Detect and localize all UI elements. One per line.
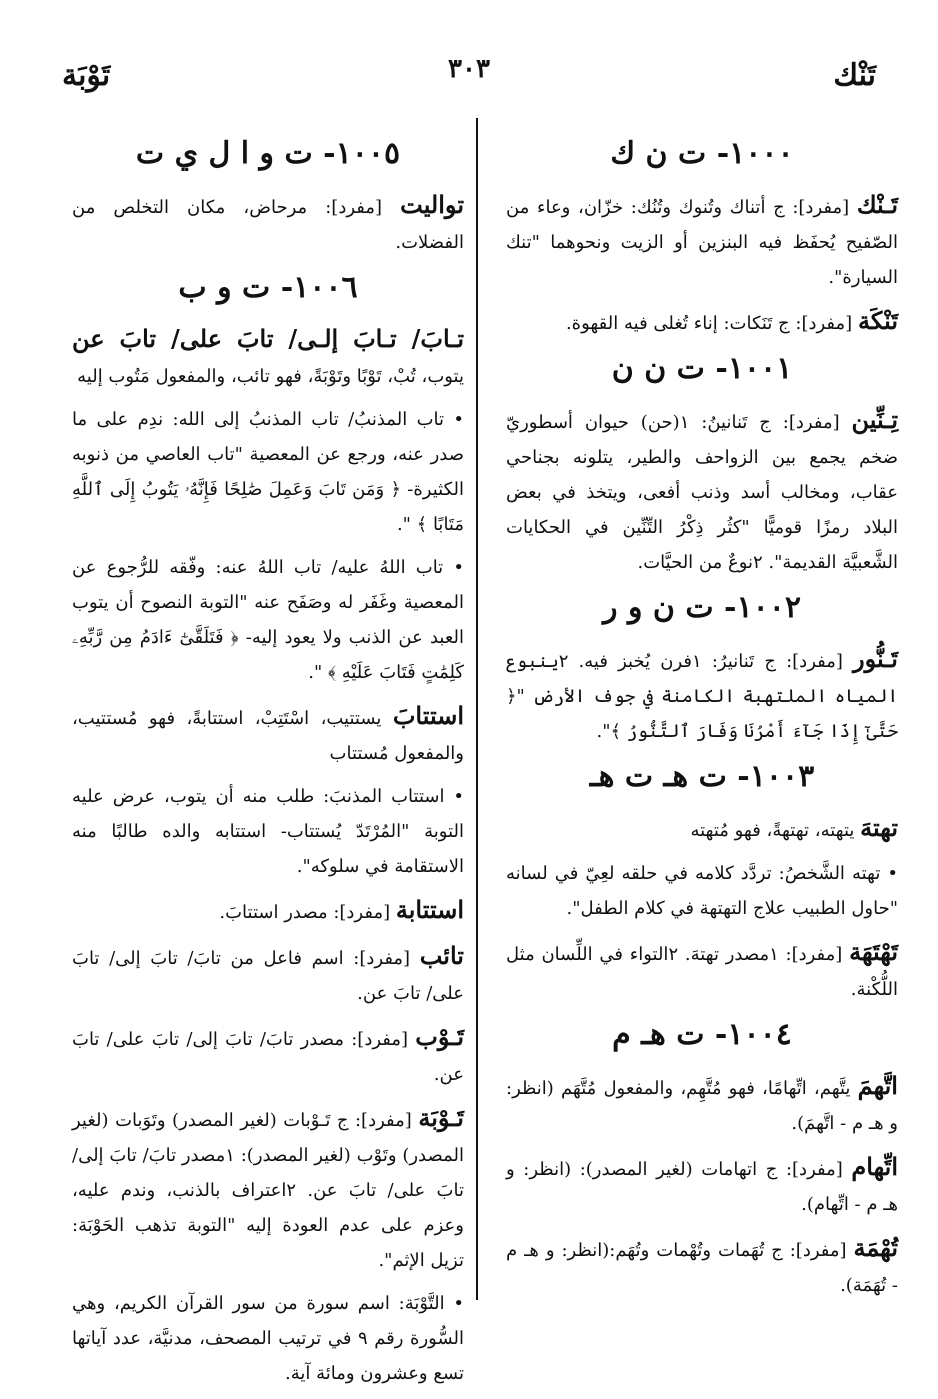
usage-bullet: • تاب اللهُ عليه/ تاب اللهُ عنه: وفّقه للرُّجوع عن المعصية وغَفَر له وصَفَح عنه "التوبة النصوح أن يتوب العبد عن الذنب ولا يعود إليه- ﴿ فَتَلَقَّىٰٓ ءَادَمُ مِن رَّبِّهِۦ كَلِمَٰتٍ فَتَابَ عَلَيْهِ ﴾ ". <box>72 550 464 690</box>
entry <box>72 321 464 394</box>
entry <box>506 934 898 1007</box>
headword: تَـنْك <box>856 190 898 219</box>
entry <box>506 303 898 341</box>
entry <box>506 187 898 295</box>
headword: تُهْمَة <box>853 1233 898 1262</box>
entry-text: [مفرد]: ١مصدر تهتهَ. ٢التواء في اللِّسان مثل اللُّكْنة. <box>506 944 898 1000</box>
entry-text: [مفرد]: مصدر تابَ/ تابَ إلى/ تابَ على/ تابَ عن. <box>72 1029 464 1085</box>
entry <box>72 1100 464 1278</box>
entry <box>506 1149 898 1222</box>
section-title: ١٠٠٣- ت هـ ت هـ <box>589 759 815 794</box>
headword: تِـنِّين <box>851 405 898 434</box>
headword: تَنْكَة <box>857 306 898 335</box>
headword: تهتهَ <box>860 813 898 842</box>
entry-text: [مفرد]: اسم فاعل من تابَ/ تابَ إلى/ تابَ على/ تابَ عن. <box>72 948 464 1004</box>
section-title: ١٠٠٦- ت و ب <box>178 270 358 305</box>
entry-text: [مفرد]: مصدر استتابَ. <box>219 902 391 923</box>
header-guide-word-left: تَوْبَة <box>62 58 111 93</box>
header-guide-word-right: تَنْك <box>833 58 876 93</box>
entry-text: [مفرد]: ج تَـوْبات (لغير المصدر) وتَوَبات (لغير المصدر) وتَوْب (لغير المصدر): ١مصدر تابَ/ تابَ إلى/ تابَ على/ تابَ عن. ٢اعتراف بالذنب، وندم عليه، وعزم على عدم العودة إليه "التوبة تذهب الحَوْبَة: تزيل الإثم". <box>72 1110 464 1271</box>
entry <box>506 641 898 749</box>
section-title: ١٠٠٤- ت هـ م <box>612 1017 792 1052</box>
entry <box>72 1019 464 1092</box>
entry <box>506 402 898 580</box>
page-number: ٣٠٣ <box>448 54 490 84</box>
headword: استتابة <box>395 895 464 924</box>
headword: تَـنُّور <box>853 644 898 673</box>
column-divider <box>476 118 478 1300</box>
usage-bullet: • تاب المذنبُ/ تاب المذنبُ إلى الله: ندِم على ما صدر عنه، ورجع عن المعصية "تاب العاصي من ذنوبه الكثيرة- ﴿ وَمَن تَابَ وَعَمِلَ صَٰلِحًا فَإِنَّهُۥ يَتُوبُ إِلَى ٱللَّهِ مَتَابًا ﴾ ". <box>72 402 464 542</box>
headword: تواليت <box>400 190 464 219</box>
section-title: ١٠٠٠- ت ن ك <box>610 136 794 171</box>
entry-text: يتهته، تهتهةً، فهو مُتهته <box>690 820 855 841</box>
headword: تَهْتَهَة <box>849 937 898 966</box>
entry <box>72 892 464 930</box>
headword: تائب <box>419 941 464 970</box>
usage-bullet: • التَّوْبَة: اسم سورة من سور القرآن الكريم، وهي السُّورة رقم ٩ في ترتيب المصحف، مدنيَّة، عدد آياتها تسع وعشرون ومائة آية. <box>72 1286 464 1391</box>
entry <box>506 810 898 848</box>
headword: اتَّهمَ <box>857 1071 898 1100</box>
section-title: ١٠٠٢- ت ن و ر <box>603 590 801 625</box>
usage-bullet: • تهته الشَّخصُ: تردَّد كلامه في حلقه لعِيّ في لسانه "حاول الطبيب علاج التهتهة في كلام الطفل". <box>506 856 898 926</box>
headword: تَـوْبَة <box>418 1103 464 1132</box>
entry <box>72 938 464 1011</box>
usage-bullet: • استتاب المذنبَ: طلب منه أن يتوب، عرض عليه التوبة "المُرْتَدّ يُستتاب- استتابه والده طالبًا منه الاستقامة في سلوكه". <box>72 779 464 884</box>
headword: اتِّهام <box>851 1152 898 1181</box>
right-column <box>506 130 898 1311</box>
headword: تـابَ/ تـابَ إلـى/ تابَ على/ تابَ عن <box>72 324 464 353</box>
headword: تَـوْب <box>415 1022 464 1051</box>
entry-text: [مفرد]: ج اتهامات (لغير المصدر): (انظر: و هـ م - اتِّهام). <box>506 1159 898 1215</box>
entry <box>72 187 464 260</box>
section-title: ١٠٠١- ت ن ن <box>611 351 793 386</box>
entry-text: يتوب، تُبْ، تَوْبًا وتَوْبَةً، فهو تائب، والمفعول مَتُوب إليه <box>77 366 464 387</box>
entry-text: [مفرد]: ج تَنانينُ: ١(حن) حيوان أسطوريّ ضخم يجمع بين الزواحف والطير، يتلونه بجناحي عقاب، ومخالب أسد وذنب أفعى، ويتخذ في بعض البلاد رمزًا قوميًّا "كثُر ذِكْرُ التِّنِّين في الحكايات الشَّعبيَّة القديمة". ٢نوعٌ من الحيَّات. <box>506 412 898 573</box>
entry-text: [مفرد]: ج أتناك وتُنوك وتُنُك: خزّان، وعاء من الصّفيح يُحفَظ فيه البنزين أو الزيت ونحوهما "تنك السيارة". <box>506 197 898 288</box>
entry <box>72 698 464 771</box>
entry <box>506 1230 898 1303</box>
entry-text: يتَّهم، اتِّهامًا، فهو مُتَّهِم، والمفعول مُتَّهَم (انظر: و هـ م - اتَّهمَ). <box>506 1078 898 1134</box>
headword: استتابَ <box>392 701 464 730</box>
entry-text: [مفرد]: ج تَنانيرُ: ١فرن يُخبز فيه. ٢ينبوع المياه الملتهبة الكامنة في جوف الأرض "﴿ حَتَّىٰٓ إِذَا جَآءَ أَمْرُنَا وَفَارَ ٱلتَّنُّورُ ﴾". <box>506 651 898 742</box>
entry-text: [مفرد]: ج تُهَمات وتُهْمات وتُهَم:(انظر: و هـ م - تُهَمَة). <box>506 1240 898 1296</box>
entry <box>506 1068 898 1141</box>
left-column <box>72 130 464 1399</box>
entry-text: [مفرد]: مرحاض، مكان التخلص من الفضلات. <box>72 197 464 253</box>
entry-text: يستتيب، اسْتَتِبْ، استتابةً، فهو مُستتيب، والمفعول مُستتاب <box>72 708 464 764</box>
entry-text: [مفرد]: ج تَنَكات: إناء تُغلى فيه القهوة. <box>565 313 853 334</box>
section-title: ١٠٠٥- ت و ا ل ي ت <box>135 136 401 171</box>
